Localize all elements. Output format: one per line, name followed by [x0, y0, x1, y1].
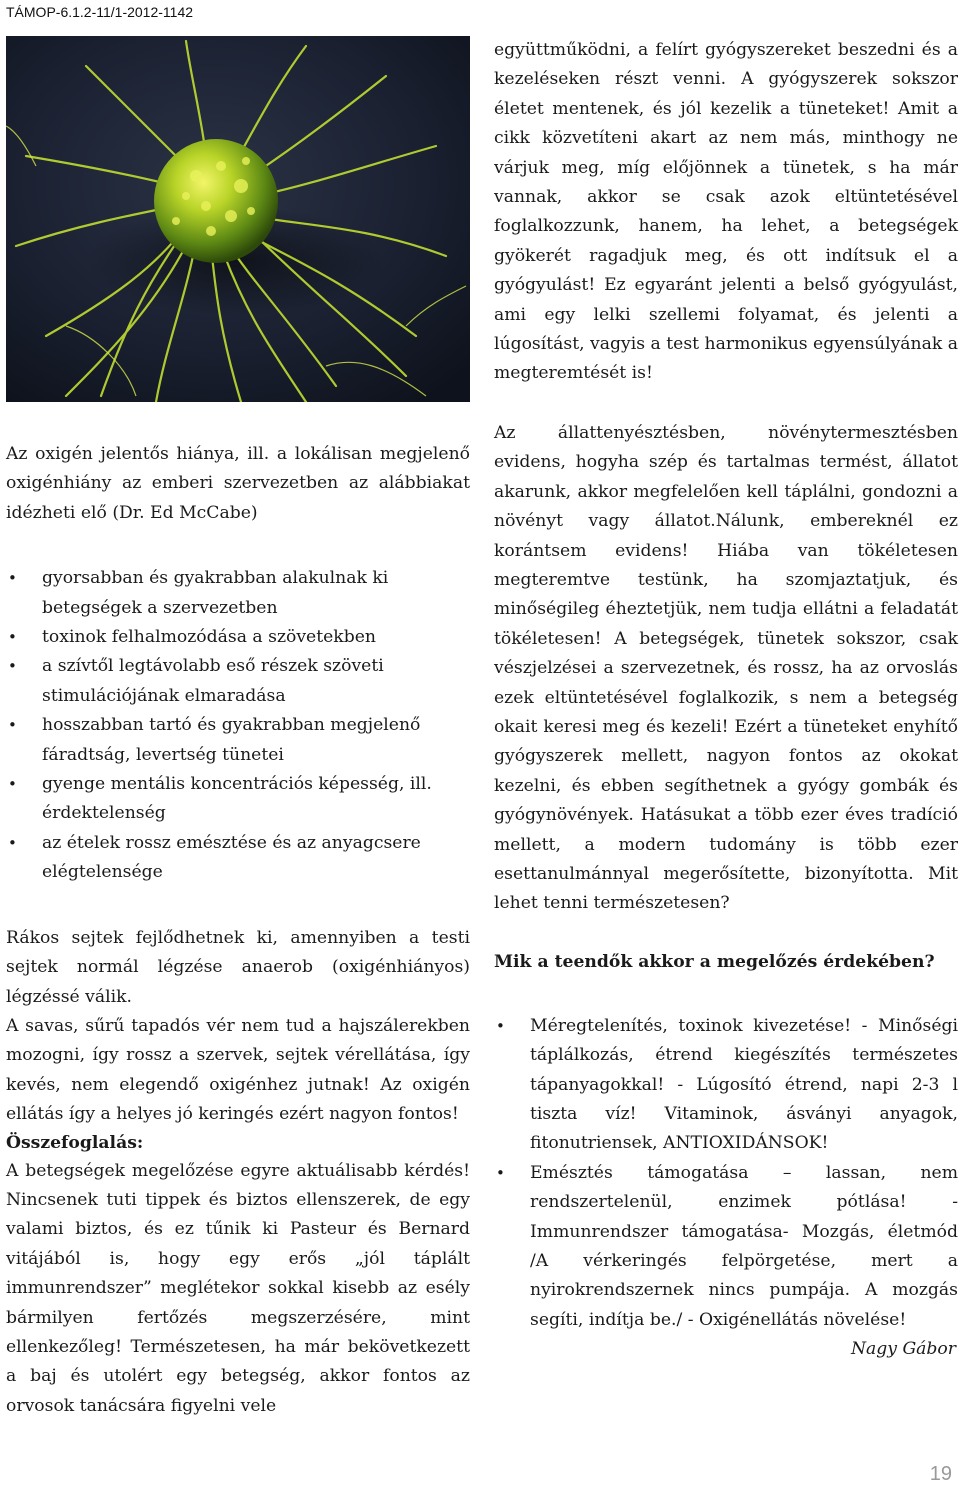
oxygen-deficiency-list [6, 564, 470, 887]
author-signature: Nagy Gábor [850, 1339, 956, 1360]
cancer-cells-paragraph: Rákos sejtek fejlődhetnek ki, amennyiben a testi sejtek normál légzése anaerob (oxigénhiányos) légzéssé válik. [6, 927, 470, 1007]
list-item: • a szívtől legtávolabb eső részek szöveti stimulációjának elmaradása [6, 652, 470, 711]
agriculture-paragraph: Az állattenyésztésben, növénytermesztésben evidens, hogyha szép és tartalmas termést, állatot akarunk, akkor megfelelően kell táplálni, gondozni a növényt vagy állatot.Nálunk, embereknél ez korántsem evidens! Hiába van tökéletesen megteremtve testünk, ha szomjaztatjuk, és minőségileg éheztetjük, nem tudja ellátni a feladatát tökéletesen! A betegségek, tünetek sokszor, csak vészjelzései a szervezetnek, és rossz, ha az orvoslás ezek eltüntetésével foglalkozik, s nem a betegség okait keresi meg és kezeli! Ezért a tüneteket enyhítő gyógyszerek mellett, nagyon fontos az okokat kezelni, és ebben segíthetnek a gyógy gombák és gyógynövények. Hatásukat a több ezer éves tradíció mellett, a modern tudomány is több ezer esettanulmánnyal megerősítette, bizonyította. Mit lehet tenni természetesen? [494, 422, 958, 914]
list-item: • az ételek rossz emésztése és az anyagcsere elégtelensége [6, 829, 470, 888]
summary-heading: Összefoglalás: [6, 1132, 144, 1153]
list-item: • toxinok felhalmozódása a szövetekben [6, 623, 470, 652]
right-column [494, 36, 958, 1365]
cancer-cell-photo-icon [6, 36, 470, 402]
prevention-heading: Mik a teendők akkor a megelőzés érdekében? [494, 951, 935, 972]
summary-paragraph: A betegségek megelőzése egyre aktuálisabb kérdés! Nincsenek tuti tippek és biztos ellenszerek, de egy valami biztos, és ez tűnik ki Pasteur és Bernard vitájából is, hogy egy erős „jól táplált immunrendszer” meglétekor sokkal kisebb az esély bármilyen fertőzés megszerzésére, mint ellenkezőleg! Természetesen, ha már bekövetkezett a baj és utolért egy betegség, akkor fontos az orvosok tanácsára figyelni vele [6, 1160, 470, 1416]
list-item: • gyenge mentális koncentrációs képesség, ill. érdektelenség [6, 770, 470, 829]
list-item: • gyorsabban és gyakrabban alakulnak ki betegségek a szervezetben [6, 564, 470, 623]
intro-paragraph: Az oxigén jelentős hiánya, ill. a lokálisan megjelenő oxigénhiány az emberi szervezetben az alábbiakat idézheti elő (Dr. Ed McCabe) [6, 444, 470, 523]
blood-paragraph: A savas, sűrű tapadós vér nem tud a hajszálerekben mozogni, így rossz a szervek, sejtek vérellátása, így kevés, nem elegendő oxigénhez jutnak! Az oxigén ellátás így a helyes jó keringés ezért nagyon fontos! [6, 1015, 470, 1125]
paragraph-spacer [494, 389, 958, 419]
prevention-list [494, 1012, 958, 1335]
page-number: 19 [929, 1463, 952, 1485]
list-item: • Méregtelenítés, toxinok kivezetése! - Minőségi táplálkozás, étrend kiegészítés természetes tápanyagokkal! - Lúgosító étrend, napi 2-3 l tiszta víz! Vitaminok, ásványi anyagok, fitonutriensek, ANTIOXIDÁNSOK! [494, 1012, 958, 1159]
cancer-cell-image [6, 36, 470, 402]
list-item: • Emésztés támogatása – lassan, nem rendszertelenül, enzimek pótlása! - Immunrendszer támogatása- Mozgás, életmód /A vérkeringés felpörgetése, mert a nyirokrendszernek nincs pumpája. A mozgás segíti, indítja be./ - Oxigénellátás növelése! [494, 1159, 958, 1335]
list-item: • hosszabban tartó és gyakrabban megjelenő fáradtság, levertség tünetei [6, 711, 470, 770]
continuation-paragraph: együttműködni, a felírt gyógyszereket beszedni és a kezeléseken részt venni. A gyógyszerek sokszor életet mentenek, és jól kezelik a tüneteket! Amit a cikk közvetíteni akart az nem más, minthogy ne várjuk meg, míg előjönnek a tünetek, s ha már vannak, akkor se csak azok eltüntetésével foglalkozzunk, hanem, ha lehet, a betegségek gyökerét ragadjuk meg, és ott indítsuk el a gyógyulást! Ez egyaránt jelenti a belső gyógyulást, ami egy lelki szellemi folyamat, és jelenti a lúgosítást, vagyis a test harmonikus egyensúlyának a megteremtését is! [494, 40, 958, 384]
document-code: TÁMOP-6.1.2-11/1-2012-1142 [6, 4, 194, 20]
left-column [6, 440, 470, 1421]
